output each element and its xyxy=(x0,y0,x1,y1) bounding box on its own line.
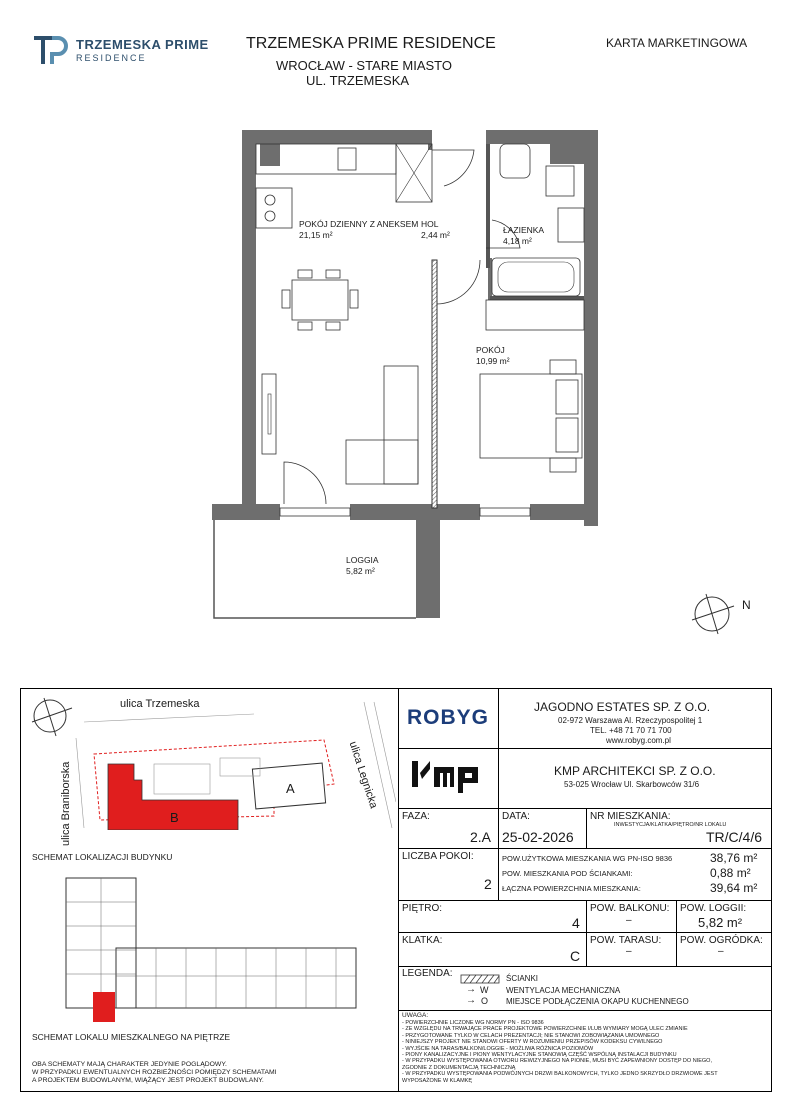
ventilation-arrow-icon: → xyxy=(466,984,476,995)
faza-label: FAZA: xyxy=(402,811,430,822)
living-room-area: 21,15 m² xyxy=(299,230,333,240)
pu-label: POW.UŻYTKOWA MIESZKANIA WG PN-ISO 9836 xyxy=(502,854,673,863)
site-map xyxy=(24,692,396,830)
robyg-logo: ROBYG xyxy=(407,706,490,729)
location-city: WROCŁAW - STARE MIASTO xyxy=(276,58,452,73)
taras-label: POW. TARASU: xyxy=(590,935,662,946)
brand-name: TRZEMESKA PRIME xyxy=(76,37,209,52)
note-item: ZGODNIE Z DOKUMENTACJĄ TECHNICZNĄ xyxy=(402,1064,516,1071)
bathroom-area: 4,18 m² xyxy=(503,236,532,246)
developer-name: JAGODNO ESTATES SP. Z O.O. xyxy=(534,700,711,714)
architect-address: 53-025 Wrocław Ul. Skarbowców 31/6 xyxy=(564,780,700,789)
note-item: - ZE WZGLĘDU NA TRWAJĄCE PRACE PROJEKTOWE POWIERZCHNIE I/LUB WYMIARY MOGĄ ULEC ZMIANIE xyxy=(402,1026,688,1033)
building-a-label: A xyxy=(286,781,295,796)
disclaimer-line-2: W PRZYPADKU EWENTUALNYCH ROZBIEŻNOŚCI POMIĘDZY SCHEMATAMI xyxy=(32,1069,277,1076)
street-left: ulica Braniborska xyxy=(60,761,72,846)
nr-label: NR MIESZKANIA: xyxy=(590,811,671,822)
laczna-value: 39,64 m² xyxy=(710,881,758,895)
nr-sublabel: INWESTYCJA/KLATKA/PIĘTRO/NR LOKALU xyxy=(614,822,727,828)
loggia-value: 5,82 m² xyxy=(698,915,743,930)
architect-name: KMP ARCHITEKCI SP. Z O.O. xyxy=(554,764,716,778)
note-item: - NINIEJSZY PROJEKT NIE STANOWI OFERTY W ROZUMIENIU PRZEPISÓW KODEKSU CYWILNEGO xyxy=(402,1039,663,1046)
note-item: - PRZYGOTOWANE TYLKO W CELACH PREZENTACJI; NIE STANOWI ZOBOWIĄZANIA UMOWNEGO xyxy=(402,1032,660,1039)
legend-o-symbol: O xyxy=(481,996,489,1006)
room-name: POKÓJ xyxy=(476,345,505,355)
note-item: - WYJŚCIE NA TARAS/BALKON/LOGGIE - MOŻLIWA RÓŻNICA POZIOMÓW xyxy=(402,1045,594,1052)
laczna-label: ŁĄCZNA POWIERZCHNIA MIESZKANIA: xyxy=(502,884,641,893)
legend-walls: ŚCIANKI xyxy=(506,974,539,983)
developer-phone: TEL. +48 71 70 71 700 xyxy=(590,726,672,735)
balkon-value: – xyxy=(626,915,632,926)
taras-value: – xyxy=(626,946,632,957)
klatka-label: KLATKA: xyxy=(402,935,443,946)
note-item: - PIONY KANALIZACYJNE I PIONY WENTYLACYJNE STANOWIĄ CZĘŚĆ WSPÓLNĄ INSTALACJI BUDYNKU xyxy=(402,1052,677,1059)
legend-w-symbol: W xyxy=(480,985,489,995)
trzemeska-logo-icon xyxy=(32,34,68,68)
ogrodek-label: POW. OGRÓDKA: xyxy=(680,935,763,946)
site-map-caption: SCHEMAT LOKALIZACJI BUDYNKU xyxy=(32,852,173,862)
data-label: DATA: xyxy=(502,811,530,822)
note-item: WYPOSAŻONE W KLAMKĘ xyxy=(402,1077,472,1084)
room-area: 10,99 m² xyxy=(476,356,510,366)
loggia-name: LOGGIA xyxy=(346,555,379,565)
brand-sub: RESIDENCE xyxy=(76,53,147,63)
page-title: TRZEMESKA PRIME RESIDENCE xyxy=(246,35,496,52)
street-top: ulica Trzemeska xyxy=(120,698,200,710)
notes-label: UWAGA: xyxy=(402,1012,429,1019)
pod-label: POW. MIESZKANIA POD ŚCIANKAMI: xyxy=(502,869,633,878)
kmp-logo-icon xyxy=(410,757,482,793)
note-item: - W PRZYPADKU WYSTĘPOWANIA OTWORU REWIZYJNEGO NA PIONIE, MUSI BYĆ ZAPEWNIONY DOSTĘP DO NIEGO, xyxy=(402,1058,712,1065)
notes-list xyxy=(402,1020,768,1084)
walls-hatch-icon xyxy=(460,974,500,984)
card-type: KARTA MARKETINGOWA xyxy=(606,36,748,50)
hall-area: 2,44 m² xyxy=(421,230,450,240)
floor-plan xyxy=(210,128,600,620)
developer-address: 02-972 Warszawa Al. Rzeczypospolitej 1 xyxy=(558,716,703,725)
hall-name: HOL xyxy=(421,219,439,229)
ogrodek-value: – xyxy=(718,946,724,957)
developer-web: www.robyg.com.pl xyxy=(606,736,671,745)
loggia-label: POW. LOGGII: xyxy=(680,903,747,914)
loggia-area: 5,82 m² xyxy=(346,566,375,576)
data-value: 25-02-2026 xyxy=(502,829,574,845)
living-room-name: POKÓJ DZIENNY Z ANEKSEM xyxy=(299,219,419,229)
legend-o: MIEJSCE PODŁĄCZENIA OKAPU KUCHENNEGO xyxy=(506,997,689,1006)
pokoje-label: LICZBA POKOI: xyxy=(402,851,474,862)
pietro-value: 4 xyxy=(572,915,580,931)
disclaimer-line-3: A PROJEKTEM BUDOWLANYM, WIĄŻĄCY JEST PROJEKT BUDOWLANY. xyxy=(32,1077,264,1084)
hood-arrow-icon: → xyxy=(466,995,476,1006)
pietro-label: PIĘTRO: xyxy=(402,903,443,914)
building-b-label: B xyxy=(170,810,179,825)
floor-schema xyxy=(46,872,358,1022)
note-item: - W PRZYPADKU WYSTĘPOWANIA PODWÓJNYCH DRZWI BALKONOWYCH, TYLKO JEDNO SKRZYDŁO DRZWIOWE JEST xyxy=(402,1071,718,1078)
klatka-value: C xyxy=(570,948,581,964)
balkon-label: POW. BALKONU: xyxy=(590,903,670,914)
legend-label: LEGENDA: xyxy=(402,968,453,979)
pod-value: 0,88 m² xyxy=(710,866,751,880)
faza-value: 2.A xyxy=(470,829,492,845)
nr-value: TR/C/4/6 xyxy=(706,829,763,845)
disclaimer-line-1: OBA SCHEMATY MAJĄ CHARAKTER JEDYNIE POGLĄDOWY. xyxy=(32,1061,227,1068)
note-item: - POWIERZCHNIE LICZONE WG NORMY PN - ISO 9836 xyxy=(402,1020,544,1026)
location-street: UL. TRZEMESKA xyxy=(306,73,410,88)
pokoje-value: 2 xyxy=(484,876,492,892)
street-right: ulica Legnicka xyxy=(346,740,380,811)
compass-north: N xyxy=(742,598,751,612)
legend-w: WENTYLACJA MECHANICZNA xyxy=(506,986,621,995)
pu-value: 38,76 m² xyxy=(710,851,758,865)
floor-schema-caption: SCHEMAT LOKALU MIESZKALNEGO NA PIĘTRZE xyxy=(32,1032,231,1042)
bathroom-name: ŁAZIENKA xyxy=(503,225,545,235)
